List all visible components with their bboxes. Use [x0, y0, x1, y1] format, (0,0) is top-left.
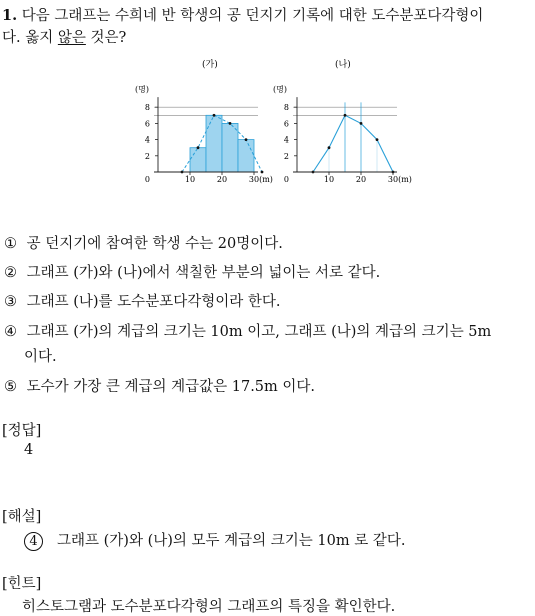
explanation-line — [24, 529, 405, 551]
chart-ga-title: (가) — [202, 60, 218, 70]
figure-graphs — [130, 55, 410, 195]
question-underlined-word: 않은 — [57, 30, 86, 46]
histogram-bar — [190, 148, 206, 172]
option-3[interactable] — [4, 290, 280, 311]
histogram-bar — [222, 123, 238, 172]
chart-ga-y-tick-label: 8 — [144, 103, 150, 113]
question-text-1: 다음 그래프는 수희네 반 학생의 공 던지기 기록에 대한 도수분포다각형이 — [21, 8, 484, 24]
polygon-point — [344, 114, 347, 117]
chart-ga-bars — [190, 115, 254, 172]
chart-ga-y-tick-label: 4 — [144, 135, 150, 145]
chart-na-y-tick-label: 6 — [283, 119, 289, 129]
option-4[interactable] — [4, 320, 491, 341]
chart-na-y-tick-label: 4 — [283, 135, 289, 145]
chart-ga-y-tick-label: 2 — [144, 151, 150, 161]
chart-na-x-tick-label: 30 — [387, 175, 399, 184]
option-2-text: 그래프 (가)와 (나)에서 색칠한 부분의 넓이는 서로 같다. — [26, 265, 381, 281]
polygon-point — [376, 138, 379, 141]
polygon-line — [313, 115, 393, 172]
option-2-mark: ② — [4, 265, 17, 281]
option-2[interactable] — [4, 261, 380, 282]
option-3-mark: ③ — [4, 294, 17, 310]
question-text-2b: 것은? — [85, 30, 127, 46]
option-5-text: 도수가 가장 큰 계급의 계급값은 17.5m 이다. — [26, 379, 316, 395]
explanation-text: 그래프 (가)와 (나)의 모두 계급의 크기는 10m 로 같다. — [57, 533, 406, 549]
chart-ga-x-tick-label: 30 — [248, 175, 260, 184]
histogram-bar — [238, 140, 254, 172]
answer-value: 4 — [24, 442, 34, 458]
chart-ga-x-tick-label: 20 — [216, 175, 228, 184]
chart-ga-grid — [154, 107, 258, 115]
chart-na-x-tick-label: 20 — [355, 175, 367, 184]
chart-na-title: (나) — [335, 60, 351, 70]
option-3-text: 그래프 (나)를 도수분포다각형이라 한다. — [26, 294, 281, 310]
chart-na — [273, 58, 412, 184]
polygon-point — [197, 146, 200, 149]
hint-text: 히스토그램과 도수분포다각형의 그래프의 특징을 확인한다. — [22, 599, 396, 615]
polygon-point — [245, 138, 248, 141]
chart-ga-x-unit: (m) — [259, 175, 273, 184]
hint-label: [힌트] — [2, 576, 42, 592]
polygon-point — [213, 114, 216, 117]
explanation-mark: 4 — [24, 532, 43, 551]
explanation-label: [해설] — [2, 509, 42, 525]
chart-ga-y-tick-label: 6 — [144, 119, 150, 129]
polygon-point — [261, 171, 264, 174]
question-text-2a: 다. 옳지 — [2, 30, 58, 46]
chart-na-origin-label: 0 — [283, 175, 289, 184]
chart-ga — [135, 58, 273, 184]
option-5[interactable] — [4, 375, 315, 396]
histogram-bar — [206, 115, 222, 172]
chart-na-x-unit: (m) — [398, 175, 412, 184]
chart-na-polygon — [312, 102, 395, 173]
option-4-mark: ④ — [4, 324, 17, 340]
chart-na-y-unit: (명) — [273, 85, 287, 94]
option-1[interactable] — [4, 232, 283, 253]
chart-na-x-tick-label: 10 — [323, 175, 335, 184]
option-4-text: 그래프 (가)의 계급의 크기는 10m 이고, 그래프 (나)의 계급의 크기는 5m — [26, 324, 492, 340]
chart-ga-x-tick-label: 10 — [184, 175, 196, 184]
answer-label: [정답] — [2, 423, 42, 439]
polygon-point — [360, 122, 363, 125]
option-1-text: 공 던지기에 참여한 학생 수는 20명이다. — [26, 236, 283, 252]
chart-ga-origin-label: 0 — [144, 175, 150, 184]
chart-na-y-tick-label: 8 — [283, 103, 289, 113]
chart-na-y-tick-label: 2 — [283, 151, 289, 161]
option-5-mark: ⑤ — [4, 379, 17, 395]
polygon-point — [229, 122, 232, 125]
option-4-continuation: 이다. — [24, 349, 57, 365]
question-line-2 — [2, 26, 126, 47]
question-line-1 — [2, 4, 483, 25]
question-number: 1. — [2, 7, 18, 24]
option-1-mark: ① — [4, 236, 17, 252]
chart-ga-y-unit: (명) — [135, 85, 149, 94]
polygon-point — [328, 146, 331, 149]
